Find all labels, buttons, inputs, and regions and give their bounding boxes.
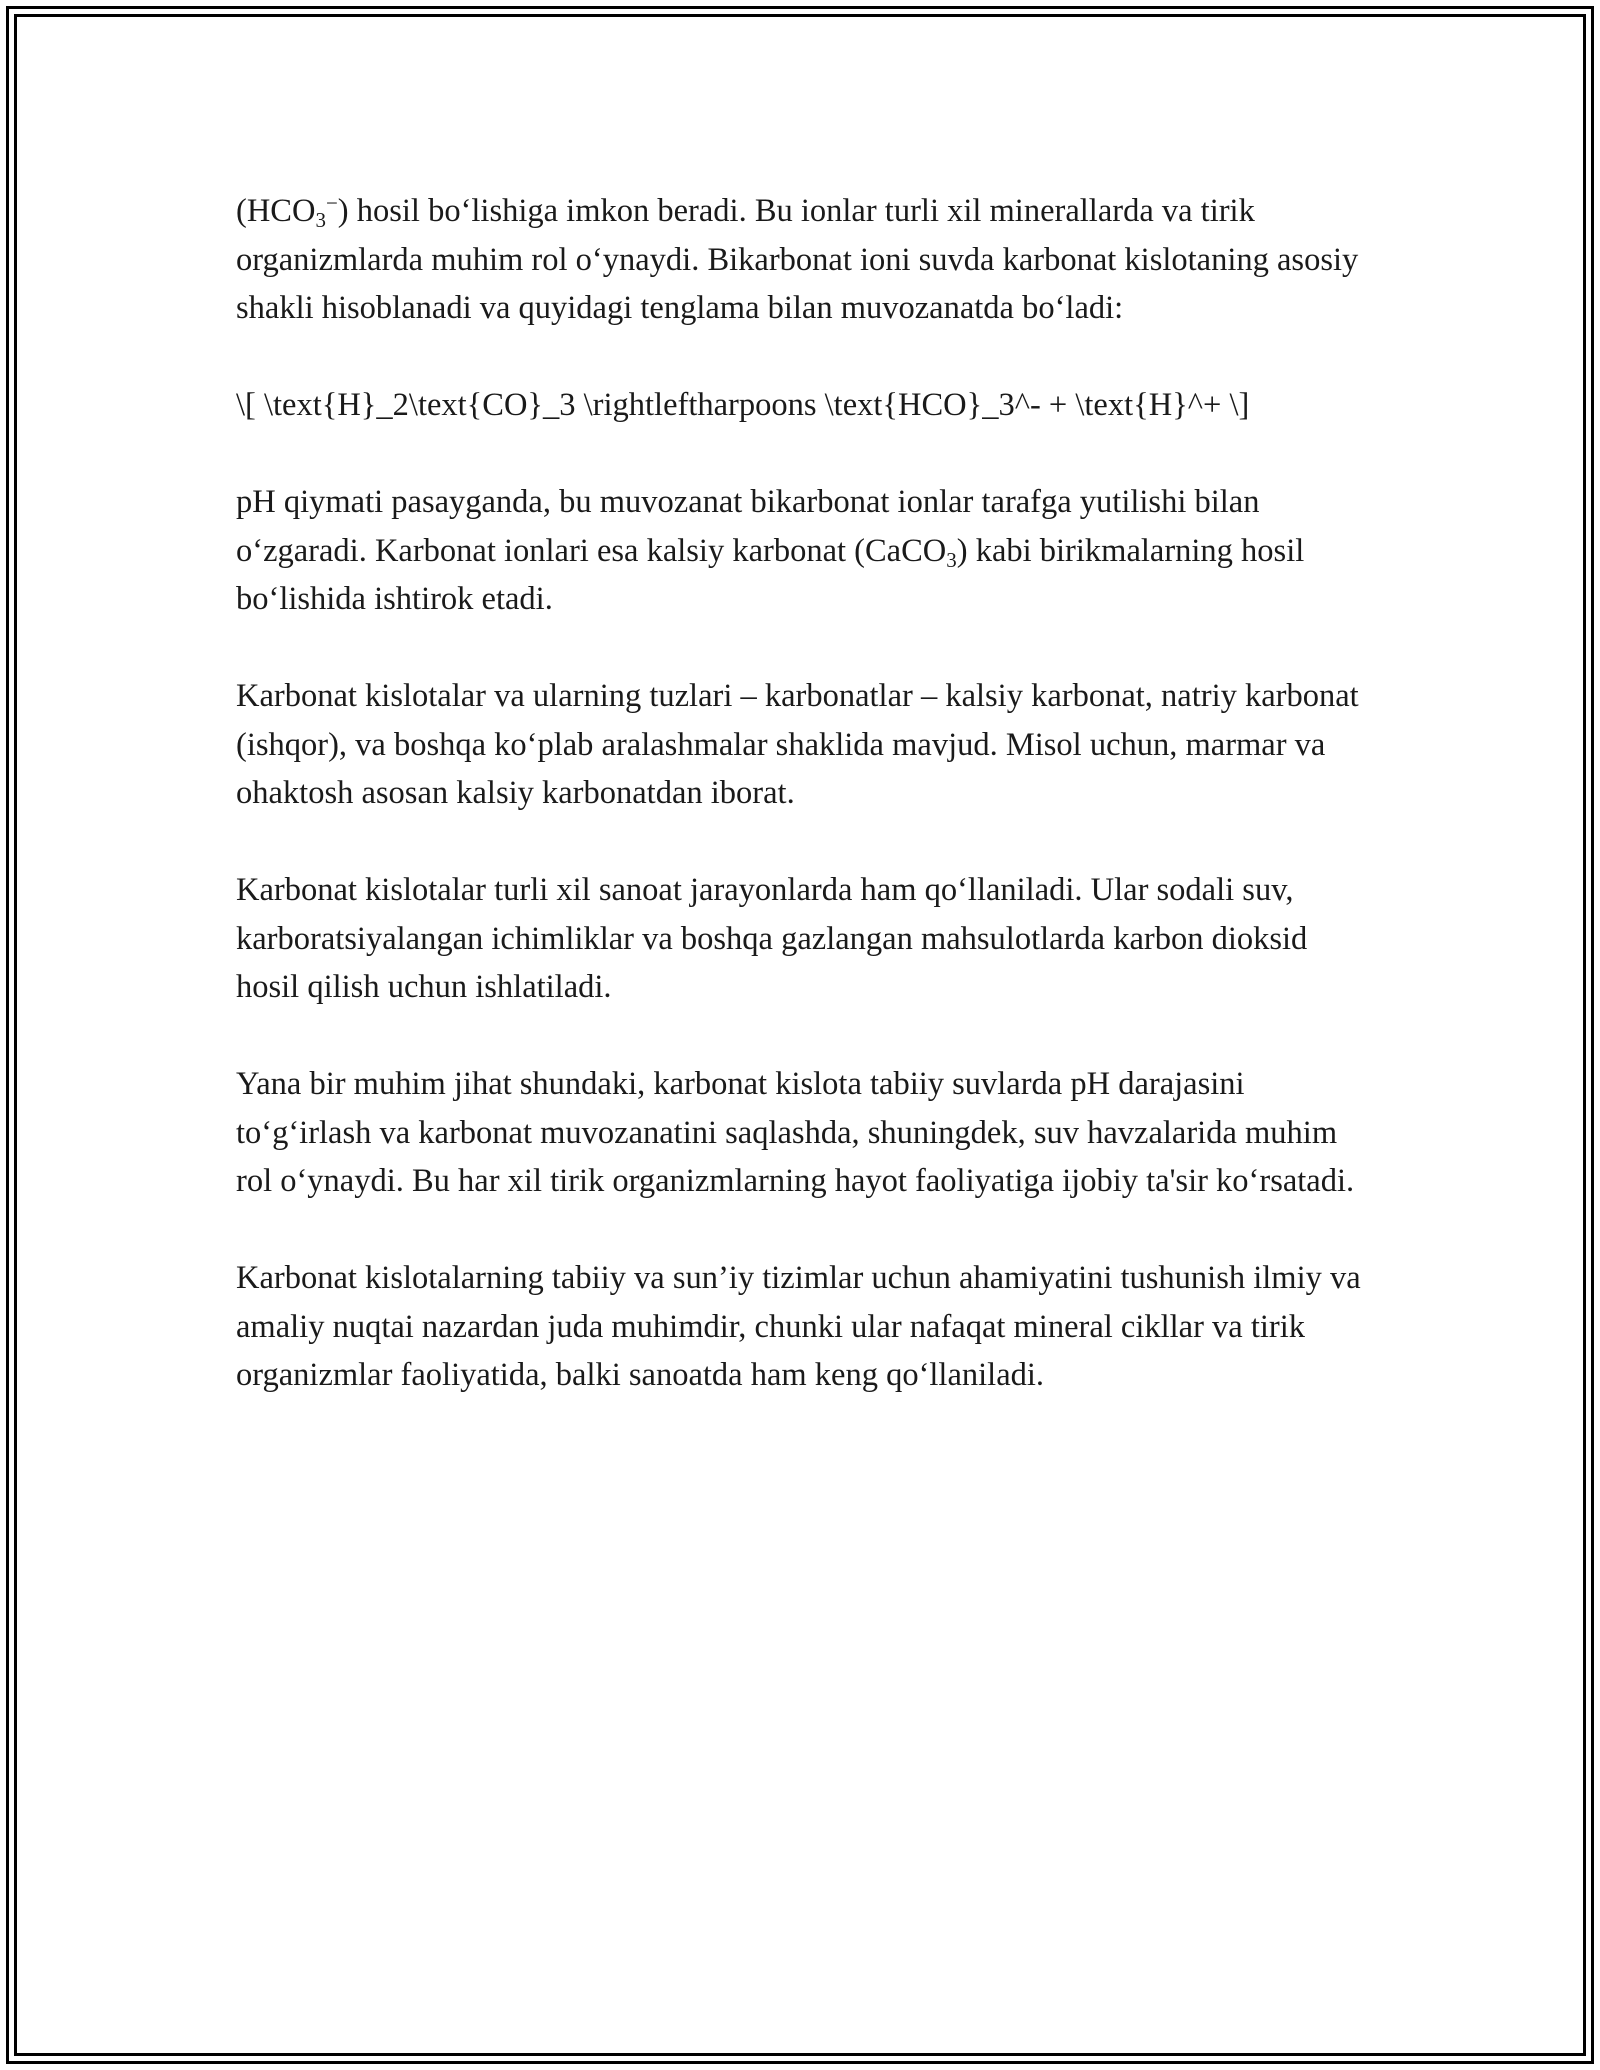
paragraph-bicarbonate-intro-text: ) hosil bo‘lishiga imkon beradi. Bu ionlar turli xil minerallarda va tirik organizmlarda muhim rol o‘ynaydi. Bikarbonat ioni suvda karbonat kislotaning asosiy shakli hisoblanadi va quyidagi tenglama bilan muvozanatda bo‘ladi: — [236, 193, 1359, 326]
paragraph-ph-equilibrium — [236, 478, 1376, 624]
document-body — [236, 187, 1376, 1400]
formula-hco3-open: (HCO — [236, 193, 316, 229]
paragraph-conclusion: Karbonat kislotalarning tabiiy va sun’iy tizimlar uchun ahamiyatini tushunish ilmiy va amaliy nuqtai nazardan juda muhimdir, chunki ular nafaqat mineral cikllar va tirik organizmlar faoliyatida, balki sanoatda ham keng qo‘llaniladi. — [236, 1260, 1361, 1393]
paragraph-ph-equilibrium-text-before: pH qiymati pasayganda, bu muvozanat bikarbonat ionlar tarafga yutilishi bilan o‘zgaradi. Karbonat ionlari esa kalsiy karbonat (CaCO — [236, 484, 1260, 569]
paragraph-bicarbonate-intro — [236, 187, 1376, 333]
paragraph-industrial-use: Karbonat kislotalar turli xil sanoat jarayonlarda ham qo‘llaniladi. Ular sodali suv, karboratsiyalangan ichimliklar va boshqa gazlangan mahsulotlarda karbon dioksid hosil qilish uchun ishlatiladi. — [236, 872, 1308, 1005]
paragraph-carbonate-salts: Karbonat kislotalar va ularning tuzlari – karbonatlar – kalsiy karbonat, natriy karbonat (ishqor), va boshqa ko‘plab aralashmalar shaklida mavjud. Misol uchun, marmar va ohaktosh asosan kalsiy karbonatdan iborat. — [236, 678, 1359, 811]
formula-caco3-subscript: 3 — [946, 547, 957, 572]
formula-hco3-subscript: 3 — [315, 208, 326, 232]
paragraph-natural-waters: Yana bir muhim jihat shundaki, karbonat kislota tabiiy suvlarda pH darajasini to‘g‘irlash va karbonat muvozanatini saqlashda, shuningdek, suv havzalarida muhim rol o‘ynaydi. Bu har xil tirik organizmlarning hayot faoliyatiga ijobiy ta'sir ko‘rsatadi. — [236, 1066, 1355, 1199]
equation-raw-latex: \[ \text{H}_2\text{CO}_3 \rightleftharpoons \text{HCO}_3^- + \text{H}^+ \] — [236, 387, 1250, 423]
formula-hco3-charge: − — [325, 191, 338, 215]
paragraph-ph-equilibrium-text-after: ) kabi birikmalarning hosil bo‘lishida ishtirok etadi. — [236, 532, 1305, 617]
